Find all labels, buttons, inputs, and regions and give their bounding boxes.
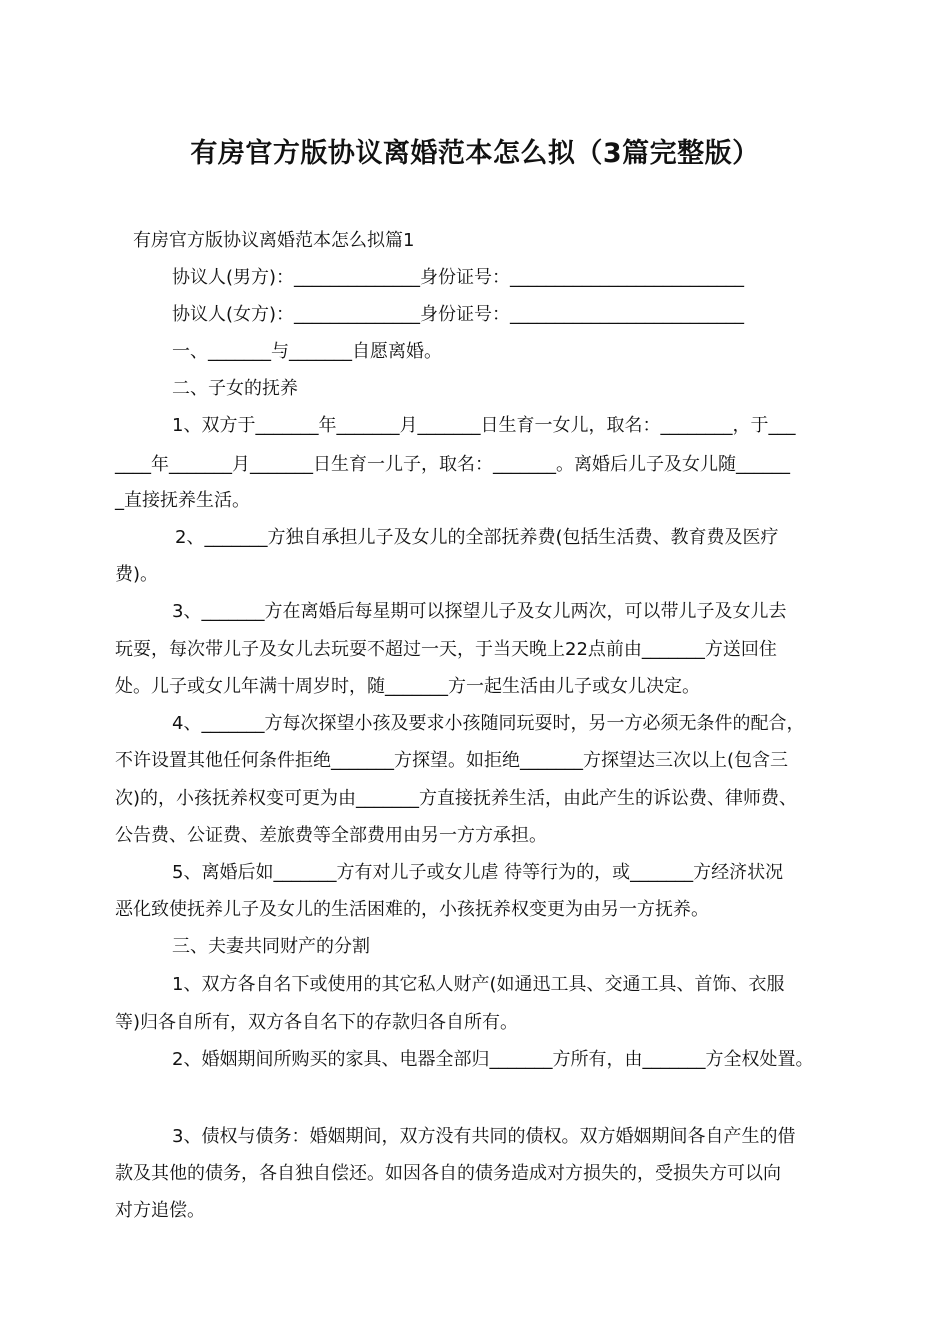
paragraph-line: 处。儿子或女儿年满十周岁时，随_______方一起生活由儿子或女儿决定。 bbox=[115, 676, 700, 697]
paragraph-line: 恶化致使抚养儿子及女儿的生活困难的，小孩抚养权变更为由另一方抚养。 bbox=[115, 899, 709, 920]
paragraph-line: 等)归各自所有，双方各自名下的存款归各自所有。 bbox=[115, 1012, 519, 1033]
paragraph-line: 3、债权与债务：婚姻期间，双方没有共同的债权。双方婚姻期间各自产生的借 bbox=[172, 1126, 796, 1147]
paragraph-line: 1、双方各自名下或使用的其它私人财产(如通迅工具、交通工具、首饰、衣服 bbox=[172, 974, 785, 995]
paragraph-line: ____年_______月_______日生育一儿子，取名：_______。离婚后儿子及女儿随______ bbox=[115, 454, 790, 475]
paragraph-line: 2、_______方独自承担儿子及女儿的全部抚养费(包括生活费、教育费及医疗 bbox=[175, 527, 779, 548]
party-male-line: 协议人(男方)：______________身份证号：__________________________ bbox=[172, 267, 745, 288]
paragraph-line: 1、双方于_______年_______月_______日生育一女儿，取名：________，于___ bbox=[172, 415, 796, 436]
document-title: 有房官方版协议离婚范本怎么拟（3篇完整版） bbox=[190, 138, 760, 169]
paragraph-line: 公告费、公证费、差旅费等全部费用由另一方方承担。 bbox=[115, 825, 547, 846]
paragraph-line: 不许设置其他任何条件拒绝_______方探望。如拒绝_______方探望达三次以上(包含三 bbox=[115, 750, 789, 771]
paragraph-line: 2、婚姻期间所购买的家具、电器全部归_______方所有，由_______方全权处置。 bbox=[172, 1049, 814, 1070]
heading-child-custody: 二、子女的抚养 bbox=[172, 378, 298, 399]
heading-property-division: 三、夫妻共同财产的分割 bbox=[172, 936, 370, 957]
party-female-line: 协议人(女方)：______________身份证号：__________________________ bbox=[172, 304, 745, 325]
paragraph-line: 对方追偿。 bbox=[115, 1200, 205, 1221]
paragraph-line: 4、_______方每次探望小孩及要求小孩随同玩耍时，另一方必须无条件的配合， bbox=[172, 713, 805, 734]
paragraph-line: 3、_______方在离婚后每星期可以探望儿子及女儿两次，可以带儿子及女儿去 bbox=[172, 601, 787, 622]
paragraph-line: 玩耍，每次带儿子及女儿去玩耍不超过一天，于当天晚上22点前由_______方送回住 bbox=[115, 639, 777, 660]
paragraph-line: 次)的，小孩抚养权变可更为由_______方直接抚养生活，由此产生的诉讼费、律师费、 bbox=[115, 788, 798, 809]
paragraph-line: 5、离婚后如_______方有对儿子或女儿虐 待等行为的，或_______方经济状况 bbox=[172, 862, 784, 883]
section-heading: 有房官方版协议离婚范本怎么拟篇1 bbox=[133, 230, 415, 251]
clause-1: 一、_______与_______自愿离婚。 bbox=[172, 341, 442, 362]
paragraph-line: 款及其他的债务，各自独自偿还。如因各自的债务造成对方损失的，受损失方可以向 bbox=[115, 1163, 781, 1184]
paragraph-line: 费)。 bbox=[115, 564, 159, 585]
paragraph-line: _直接抚养生活。 bbox=[115, 490, 250, 511]
